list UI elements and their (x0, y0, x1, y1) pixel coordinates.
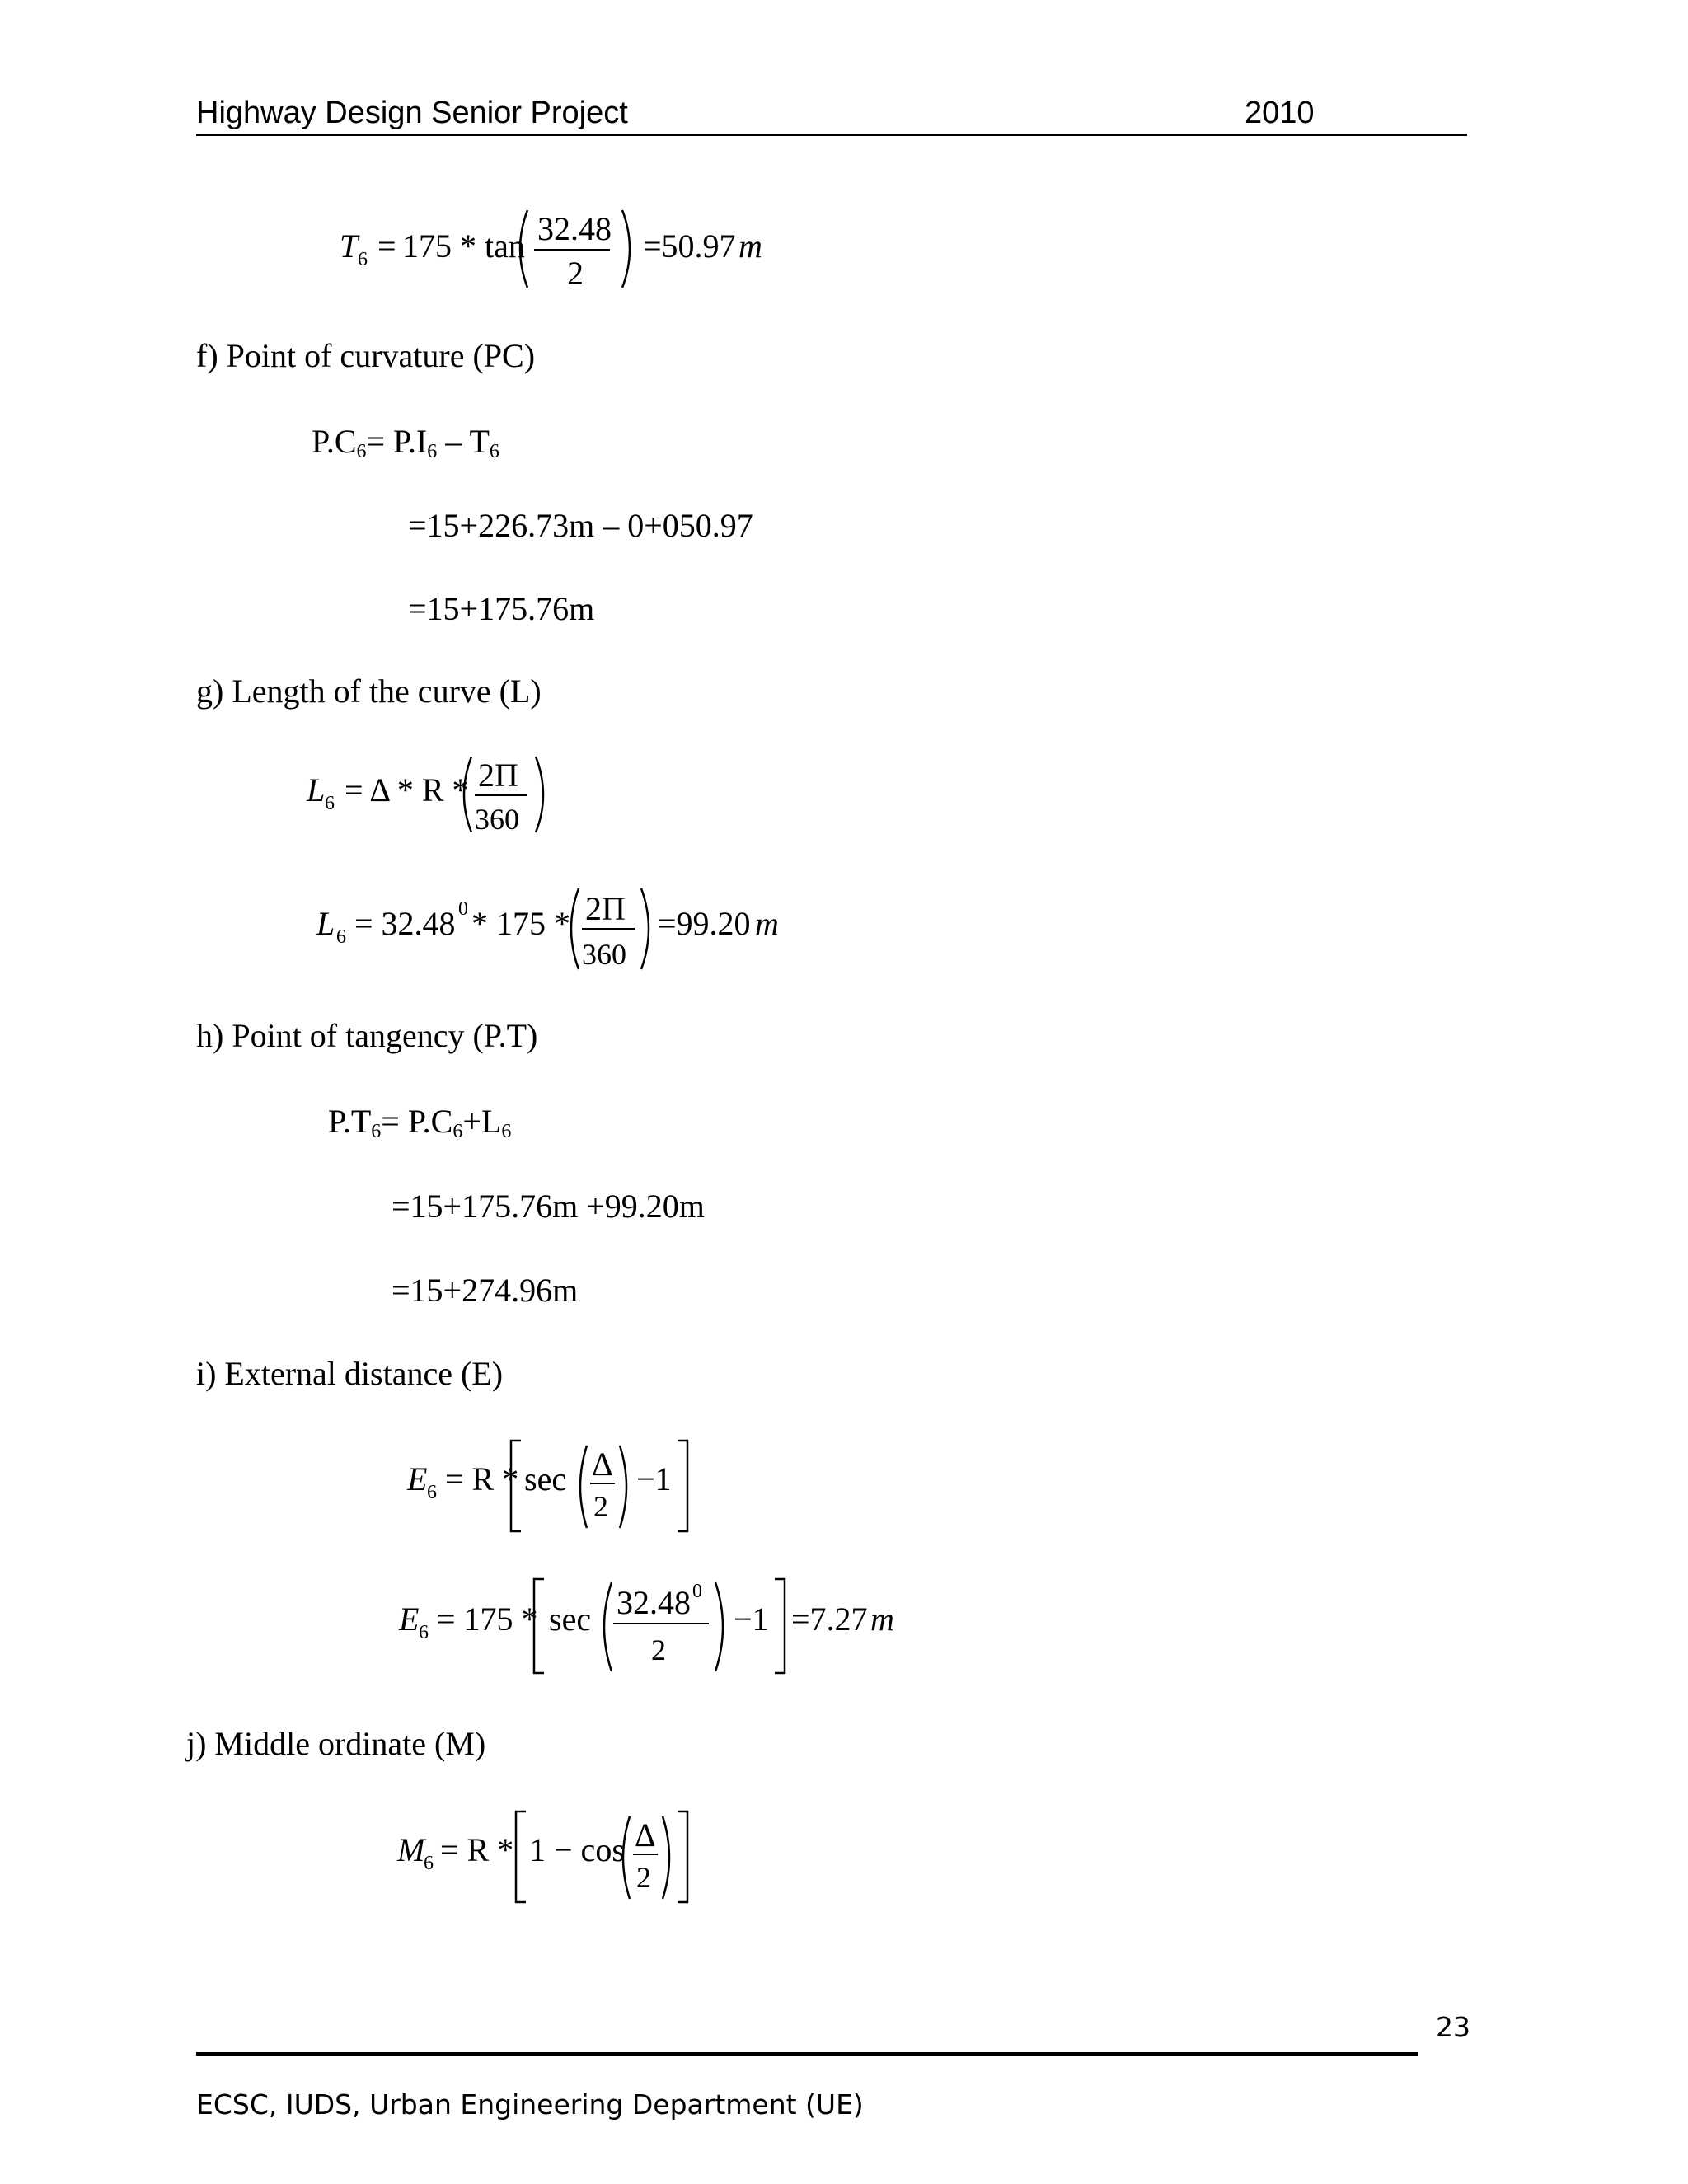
page-number: 23 (1436, 2011, 1470, 2043)
section-f-step2: =15+175.76m (408, 590, 595, 627)
eq-t6-eq: = (377, 227, 396, 265)
svg-text:= R *: = R * (440, 1831, 514, 1868)
equation-m6-general (394, 1805, 724, 1908)
svg-text:6: 6 (336, 926, 346, 948)
section-h-step1: =15+175.76m +99.20m (392, 1188, 705, 1225)
eq-t6-paren-right (622, 210, 630, 288)
svg-text:= R *: = R * (445, 1460, 519, 1497)
svg-text:E: E (407, 1460, 428, 1497)
eq-t6-den: 2 (567, 255, 584, 292)
equation-l6-values (313, 882, 808, 977)
svg-text:2Π: 2Π (585, 890, 626, 927)
eq-l6-paren-right (536, 757, 543, 832)
section-h-heading: h) Point of tangency (P.T) (196, 1017, 538, 1054)
eq-t6-unit: m (738, 227, 762, 265)
eq-t6-lhs-sub: 6 (358, 249, 368, 270)
svg-text:L: L (307, 771, 326, 808)
section-f-step1: =15+226.73m – 0+050.97 (408, 507, 753, 544)
svg-text:2: 2 (593, 1490, 608, 1523)
svg-text:sec: sec (524, 1460, 567, 1497)
eq-t6-num: 32.48 (537, 210, 612, 247)
footer-rule (196, 2052, 1418, 2056)
eq-e6-bracket-right (678, 1441, 687, 1531)
section-h-step2: =15+274.96m (392, 1272, 579, 1309)
svg-text:sec: sec (549, 1601, 592, 1638)
svg-text:M: M (397, 1831, 425, 1868)
svg-text:=7.27: =7.27 (791, 1601, 868, 1638)
svg-text:6: 6 (325, 793, 335, 814)
eq-t6-lhs: T (340, 227, 359, 265)
equation-t6 (330, 202, 791, 297)
footer-text: ECSC, IUDS, Urban Engineering Department (UE) (196, 2088, 864, 2121)
eq-t6-result: =50.97 (643, 227, 736, 265)
section-g-heading: g) Length of the curve (L) (196, 673, 542, 710)
svg-text:=99.20: =99.20 (658, 905, 751, 942)
svg-text:= 32.48: = 32.48 (354, 905, 456, 942)
eq-t6-body: 175 * tan (402, 227, 525, 265)
section-h-formula: $P.T_6= P.C_6+L_6$ (328, 1103, 512, 1142)
svg-text:1 − cos: 1 − cos (529, 1831, 625, 1868)
svg-text:−1: −1 (734, 1601, 769, 1638)
section-f-formula: $P.C_6= P.I_6 - T_6$ (312, 423, 499, 462)
equation-e6-general (404, 1434, 709, 1537)
header-rule (196, 134, 1467, 136)
svg-text:= 175 *: = 175 * (437, 1601, 538, 1638)
svg-text:* 175 *: * 175 * (471, 905, 570, 942)
svg-text:Δ: Δ (635, 1816, 656, 1854)
equation-l6-general (303, 750, 575, 841)
svg-text:m: m (870, 1601, 894, 1638)
svg-text:m: m (755, 905, 779, 942)
equation-e6-values (396, 1572, 907, 1680)
svg-text:6: 6 (427, 1482, 437, 1503)
svg-text:0: 0 (458, 898, 468, 920)
section-f-heading: f) Point of curvature (PC) (196, 337, 536, 374)
svg-text:32.48: 32.48 (617, 1584, 691, 1621)
svg-text:6: 6 (419, 1622, 429, 1643)
svg-text:E: E (399, 1601, 420, 1638)
svg-text:360: 360 (475, 803, 519, 836)
section-i-heading: i) External distance (E) (196, 1355, 504, 1392)
svg-text:2: 2 (636, 1861, 651, 1894)
header-title: Highway Design Senior Project (196, 96, 628, 130)
header-year: 2010 (1245, 96, 1315, 130)
svg-text:Δ: Δ (592, 1446, 613, 1483)
svg-text:−1: −1 (636, 1460, 672, 1497)
svg-text:L: L (316, 905, 335, 942)
svg-text:6: 6 (424, 1853, 434, 1874)
section-j-heading: j) Middle ordinate (M) (186, 1725, 486, 1762)
svg-text:360: 360 (582, 938, 626, 971)
svg-text:= Δ * R *: = Δ * R * (345, 771, 469, 808)
svg-text:2Π: 2Π (478, 757, 518, 794)
svg-text:2: 2 (651, 1633, 666, 1666)
svg-text:0: 0 (692, 1581, 702, 1602)
